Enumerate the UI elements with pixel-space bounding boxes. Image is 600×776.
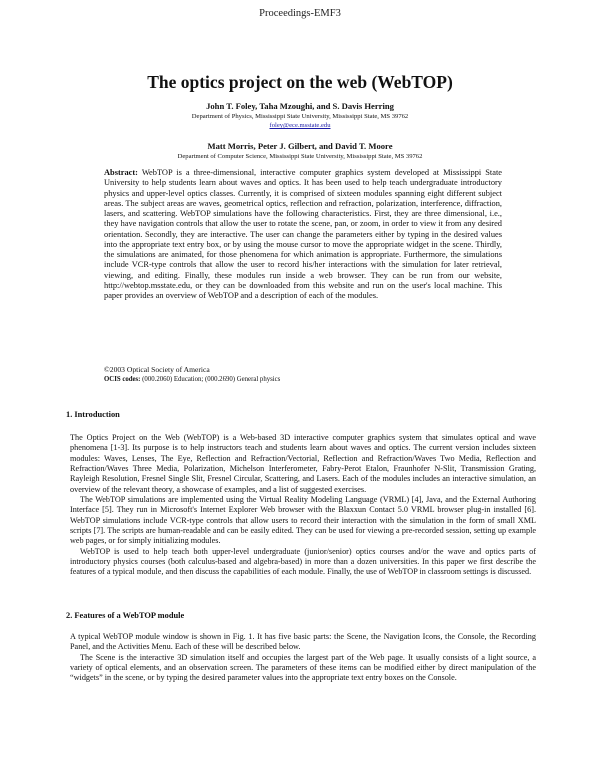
- section-1-paragraph-3: WebTOP is used to help teach both upper-level undergraduate (junior/senior) optics courses and/or the wave and optics parts of introductory physics courses (both calculus-based and algebra-based) in more than a dozen universities. In this paper we first describe the features of a typical module, and then discuss the capabilities of each module. Finally, the use of WebTOP in classroom settings is discussed.: [70, 546, 536, 577]
- email-line: [0, 121, 600, 130]
- abstract-text: WebTOP is a three-dimensional, interactive computer graphics system developed at Mississippi State University to help students learn about waves and optics. It has been used to help teach undergraduate introductory physics and upper-level optics classes. Currently, it is comprised of sixteen modules spanning eight different subject areas. The subject areas are waves, geometrical optics, reflection and refraction, polarization, interference, diffraction, lasers, and scattering. WebTOP simulations have the following characteristics. First, they are three dimensional, i.e., they have navigation controls that allow the user to rotate the scene, pan, or zoom, in order to view it from any desired orientation. Secondly, they are interactive. The user can change the parameters either by typing in the desired values into the appropriate text entry box, or by using the mouse cursor to move the appropriate widget in the scene. Thirdly, the simulations are animated, for those phenomena for which animation is appropriate. Furthermore, the simulations include VCR-type controls that allow the user to record his/her interactions with the simulation for later retrieval, viewing, and editing. Finally, these modules run inside a web browser. They can be run from our website, http://webtop.msstate.edu, or they can be downloaded from this website and run on the user's local machine. This paper provides an overview of WebTOP and a description of each of the modules.: [104, 168, 502, 300]
- section-1-paragraph-2: The WebTOP simulations are implemented using the Virtual Reality Modeling Language (VRML) [4], Java, and the External Authoring Interface [5]. They run in Microsoft's Internet Explorer Web browser with the Blaxxun Contact 5.0 VRML browser plug-in installed [6]. WebTOP simulations include VCR-type controls that allow users to record their interaction with the simulation in the form of small XML scripts [7]. The scripts are human-readable and can be easily edited. They can be used for viewing a pre-recorded session, setting up example web pages, or for simply initializing modules.: [70, 495, 536, 546]
- email-link[interactable]: foley@ece.msstate.edu: [269, 122, 331, 129]
- section-2-paragraph-2: The Scene is the interactive 3D simulation itself and occupies the largest part of the Web page. It usually consists of a light source, a variety of optical elements, and an observation screen. The parameters of these items can be modified either by direct manipulation of the “widgets” in the scene, or by typing the desired parameter values into the appropriate text entry boxes on the Console.: [70, 652, 536, 683]
- affiliation-2: Department of Computer Science, Mississippi State University, Mississippi State, MS 39762: [177, 153, 423, 160]
- affiliation-1: Department of Physics, Mississippi State University, Mississippi State, MS 39762: [191, 113, 409, 120]
- ocis-text: (000.2060) Education; (000.2690) General physics: [142, 376, 281, 383]
- section-1-heading: 1. Introduction: [66, 410, 120, 419]
- section-1-body: [70, 433, 536, 578]
- abstract: [104, 168, 502, 301]
- authors-group-1: John T. Foley, Taha Mzoughi, and S. Davis Herring: [206, 101, 394, 111]
- section-2-heading: 2. Features of a WebTOP module: [66, 611, 185, 620]
- abstract-label: Abstract:: [104, 168, 138, 177]
- copyright-notice: ©2003 Optical Society of America: [104, 365, 210, 374]
- ocis-label: OCIS codes:: [104, 376, 141, 383]
- section-2-paragraph-1: A typical WebTOP module window is shown in Fig. 1. It has five basic parts: the Scene, the Navigation Icons, the Console, the Recording Panel, and the Activities Menu. Each of these will be described below.: [70, 632, 536, 652]
- running-header: Proceedings-EMF3: [259, 8, 341, 19]
- authors-group-2: Matt Morris, Peter J. Gilbert, and David T. Moore: [207, 141, 393, 151]
- paper-title: The optics project on the web (WebTOP): [147, 72, 453, 92]
- section-1-paragraph-1: The Optics Project on the Web (WebTOP) is a Web-based 3D interactive computer graphics system that simulates optical and wave phenomena [1-3]. Its purpose is to help instructors teach and students learn about waves and optics. The current version includes sixteen modules: Waves, Lenses, The Eye, Reflection and Refraction/Vectorial, Reflection and Refraction/Waves Two Media, Reflection and Refraction/Waves Three Media, Polarization, Michelson Interferometer, Fabry-Perot Etalon, Fraunhofer N-Slit, Transmission Grating, Rayleigh Resolution, Fresnel Single Slit, Fresnel Circular, Scattering, and Lasers. Each of the modules includes an interactive simulation, an overview of the relevant theory, a showcase of examples, and a list of suggested exercises.: [70, 433, 536, 494]
- section-2-body: [70, 632, 536, 684]
- ocis-codes: [104, 376, 280, 383]
